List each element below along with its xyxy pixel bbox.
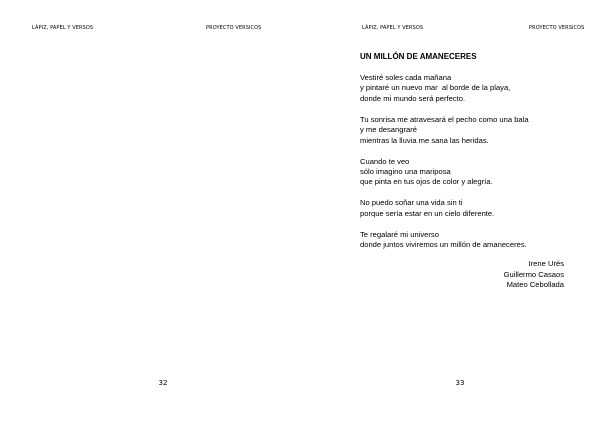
running-header-book-title: LÁPIZ, PAPEL Y VERSOS (362, 25, 424, 31)
stanza (360, 230, 580, 251)
running-header-book-title: LÁPIZ, PAPEL Y VERSOS (32, 25, 94, 31)
poem-line: donde juntos viviremos un millón de amaneceres. (360, 240, 527, 250)
page-number: 32 (158, 379, 168, 387)
poem-line: sólo imagino una mariposa (360, 167, 451, 177)
poem-line: porque sería estar en un cielo diferente. (360, 208, 495, 218)
author-list (504, 259, 564, 291)
poem-body (360, 73, 580, 261)
poem-title: UN MILLÓN DE AMANECERES (360, 52, 477, 61)
running-header-project: PROYECTO VERSICOS (529, 25, 585, 31)
author-name: Mateo Cebollada (506, 280, 564, 290)
page-number: 33 (455, 379, 465, 387)
poem-line: y me desangraré (360, 125, 417, 135)
poem-line: y pintaré un nuevo mar al borde de la playa, (360, 83, 511, 93)
poem-line: Cuando te veo (360, 156, 410, 166)
author-name: Irene Urés (528, 259, 564, 268)
author-name: Guillermo Casaos (503, 269, 564, 279)
stanza (360, 73, 580, 104)
poem-line: Vestiré soles cada mañana (360, 73, 452, 82)
poem-line: que pinta en tus ojos de color y alegría. (360, 177, 493, 187)
stanza (360, 198, 580, 219)
running-header-project: PROYECTO VERSICOS (206, 25, 262, 31)
right-page (300, 0, 600, 425)
poem-line: donde mi mundo será perfecto. (360, 93, 466, 103)
stanza (360, 157, 580, 188)
poem-line: Tu sonrisa me atravesará el pecho como una bala (360, 114, 529, 124)
poem-line: Te regalaré mi universo (360, 229, 439, 239)
stanza (360, 115, 580, 146)
poem-line: mientras la lluvia me sana las heridas. (360, 135, 489, 145)
poem-line: No puedo soñar una vida sin ti (360, 198, 463, 208)
